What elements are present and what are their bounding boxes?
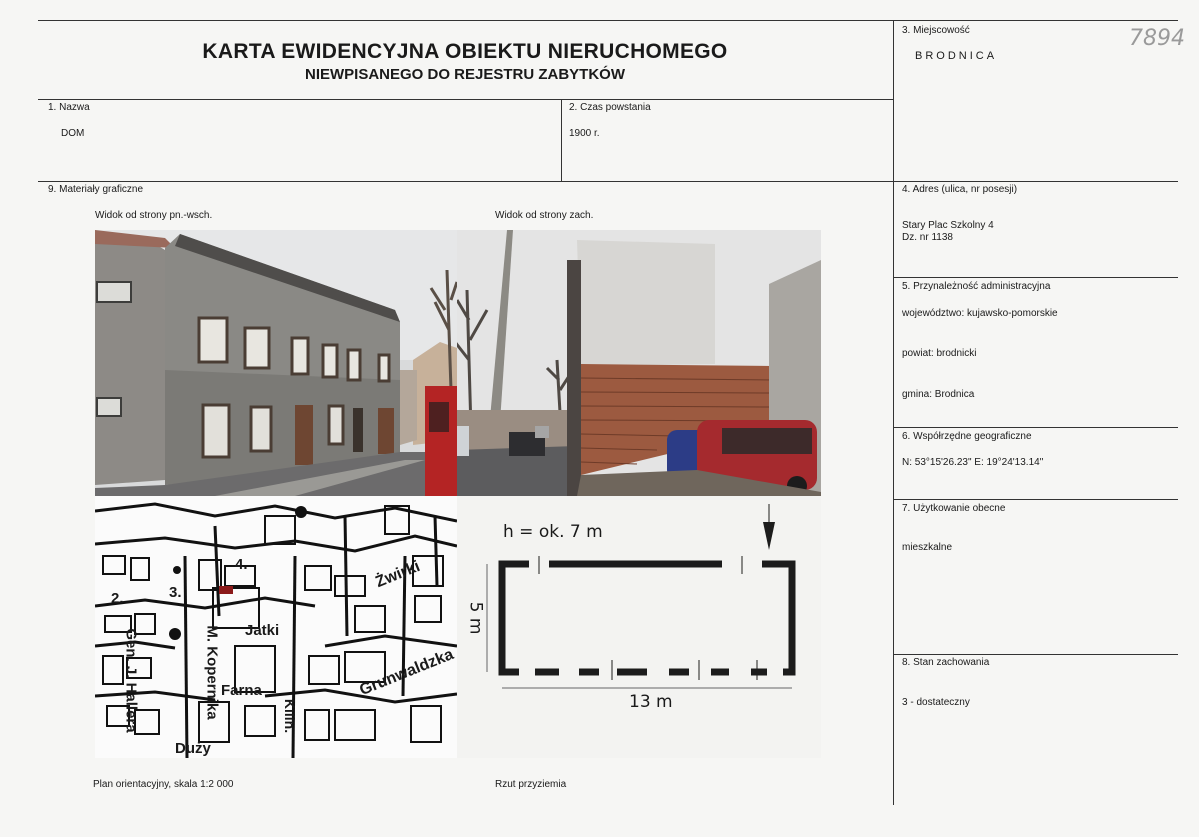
right-line-6 <box>893 427 1178 428</box>
field-label-date: 2. Czas powstania <box>569 102 651 113</box>
fields-bottom-line <box>38 181 1178 182</box>
right-line-8 <box>893 654 1178 655</box>
field-label-condition: 8. Stan zachowania <box>902 657 990 668</box>
field-label-address: 4. Adres (ulica, nr posesji) <box>902 184 1018 195</box>
name-date-divider <box>561 99 562 181</box>
map-label-2: 2. <box>111 590 124 607</box>
right-column-divider <box>893 20 894 805</box>
map-label-3: 3. <box>169 584 182 601</box>
map-label-farna: Farna <box>221 682 262 699</box>
field-label-locality: 3. Miejscowość <box>902 25 970 36</box>
plan-depth-dimension: 5 m <box>465 601 486 635</box>
card-title: KARTA EWIDENCYJNA OBIEKTU NIERUCHOMEGO <box>202 40 728 63</box>
photo-northeast-drawing <box>95 230 457 496</box>
map-label-hallera: Gen. J. Hallera <box>122 628 140 733</box>
orientation-map <box>95 496 457 758</box>
field-value-usage: mieszkalne <box>902 542 953 553</box>
field-value-condition: 3 - dostateczny <box>902 697 970 708</box>
field-value-address-plot: Dz. nr 1138 <box>902 232 953 243</box>
photo-west-drawing <box>457 230 821 496</box>
map-label-duzy: Duży <box>175 740 211 757</box>
handwritten-number: 7894 <box>1129 26 1185 51</box>
field-label-usage: 7. Użytkowanie obecne <box>902 503 1006 514</box>
right-line-5 <box>893 277 1178 278</box>
map-label-kilin: Kilin. <box>282 698 299 734</box>
title-bottom-line <box>38 99 893 100</box>
field-label-admin: 5. Przynależność administracyjna <box>902 281 1051 292</box>
top-border <box>38 20 1178 21</box>
caption-photo-west: Widok od strony zach. <box>495 210 594 221</box>
map-label-grunwaldzka: Grunwaldzka <box>357 646 456 700</box>
field-label-name: 1. Nazwa <box>48 102 90 113</box>
field-value-date: 1900 r. <box>569 128 600 139</box>
field-value-county: powiat: brodnicki <box>902 348 977 359</box>
right-line-7 <box>893 499 1178 500</box>
card-subtitle: NIEWPISANEGO DO REJESTRU ZABYTKÓW <box>304 66 626 83</box>
caption-map: Plan orientacyjny, skala 1:2 000 <box>93 779 234 790</box>
map-label-jatki: Jatki <box>245 622 280 639</box>
plan-height-note: h = ok. 7 m <box>503 522 603 542</box>
field-value-coordinates: N: 53°15'26.23" E: 19°24'13.14" <box>902 457 1044 468</box>
caption-plan: Rzut przyziemia <box>495 779 567 790</box>
caption-photo-northeast: Widok od strony pn.-wsch. <box>95 210 213 221</box>
map-label-4: 4. <box>235 556 248 573</box>
field-value-address-street: Stary Plac Szkolny 4 <box>902 220 994 231</box>
plan-width-dimension: 13 m <box>629 692 673 712</box>
field-value-locality: BRODNICA <box>915 50 998 62</box>
field-value-name: DOM <box>61 128 85 139</box>
field-value-commune: gmina: Brodnica <box>902 389 975 400</box>
map-label-kopernika: M. Kopernika <box>203 625 221 720</box>
field-label-coordinates: 6. Współrzędne geograficzne <box>902 431 1032 442</box>
floor-plan <box>457 496 821 758</box>
map-object-marker <box>219 586 233 594</box>
field-label-graphics: 9. Materiały graficzne <box>48 184 144 195</box>
photo-west-view <box>457 230 821 496</box>
photo-northeast-view <box>95 230 457 496</box>
field-value-voivodeship: województwo: kujawsko-pomorskie <box>902 308 1058 319</box>
map-label-zwirki: Żwirki <box>373 557 423 592</box>
